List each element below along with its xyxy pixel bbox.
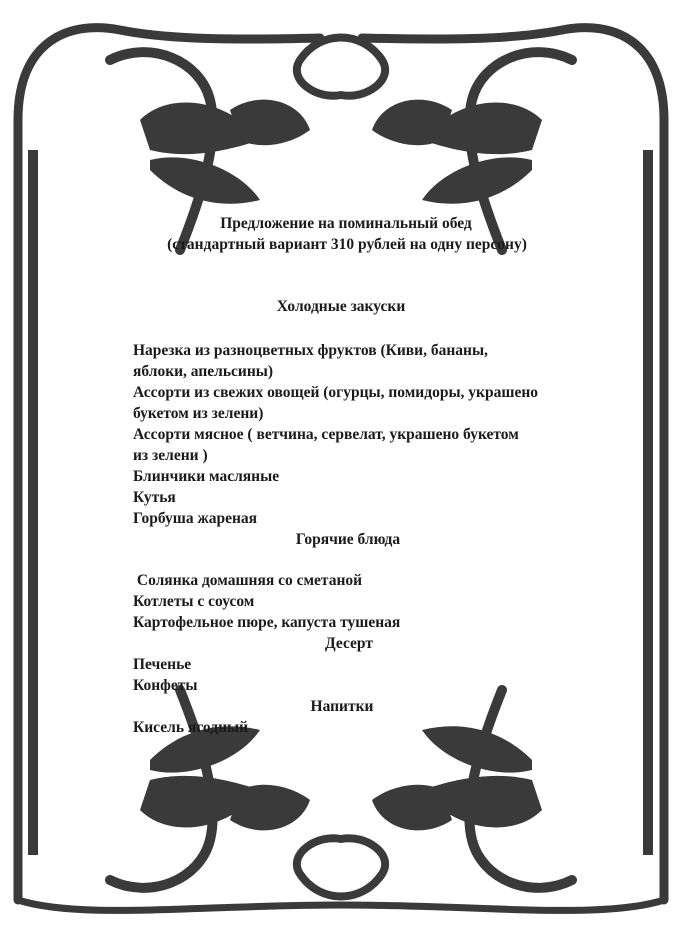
menu-item: Кутья	[133, 489, 176, 506]
section-heading-cold: Холодные закуски	[276, 298, 406, 315]
bottom-left-petal-3	[230, 785, 310, 831]
right-inner-bar	[643, 150, 653, 855]
menu-title-line-1: Предложение на поминальный обед	[220, 215, 472, 232]
menu-item: Ассорти мясное ( ветчина, сервелат, украшено букетом	[133, 426, 519, 443]
top-left-petal-3	[230, 100, 310, 146]
menu-item: букетом из зелени)	[133, 405, 264, 422]
top-center-knot	[297, 38, 385, 96]
top-right-petal-2	[422, 157, 532, 203]
top-left-petal-2	[150, 157, 260, 203]
menu-item: Котлеты с соусом	[133, 593, 255, 610]
menu-item: яблоки, апельсины)	[133, 363, 274, 380]
menu-item: Нарезка из разноцветных фруктов (Киви, бананы,	[133, 342, 488, 359]
bottom-center-knot	[297, 838, 385, 896]
menu-title-line-2: (стандартный вариант 310 рублей на одну персону)	[167, 236, 527, 253]
section-heading-dessert: Десерт	[325, 635, 373, 652]
top-right-petal-3	[372, 100, 452, 146]
bottom-right-petal-3	[372, 785, 452, 831]
bottom-right-petal-2	[422, 726, 532, 772]
menu-item: Горбуша жареная	[133, 510, 258, 527]
left-inner-bar	[28, 150, 38, 855]
menu-item: из зелени )	[133, 447, 208, 464]
menu-item: Конфеты	[133, 677, 198, 694]
menu-item: Картофельное пюре, капуста тушеная	[133, 614, 401, 631]
section-heading-hot: Горячие блюда	[295, 531, 401, 548]
section-heading-drinks: Напитки	[310, 698, 374, 715]
menu-item: Солянка домашняя со сметаной	[133, 572, 363, 589]
menu-item: Печенье	[133, 656, 192, 673]
menu-item: Блинчики масляные	[133, 468, 280, 485]
menu-item: Ассорти из свежих овощей (огурцы, помидоры, украшено	[133, 384, 538, 401]
bottom-outer-line	[18, 900, 664, 910]
menu-item: Кисель ягодный	[133, 719, 249, 736]
